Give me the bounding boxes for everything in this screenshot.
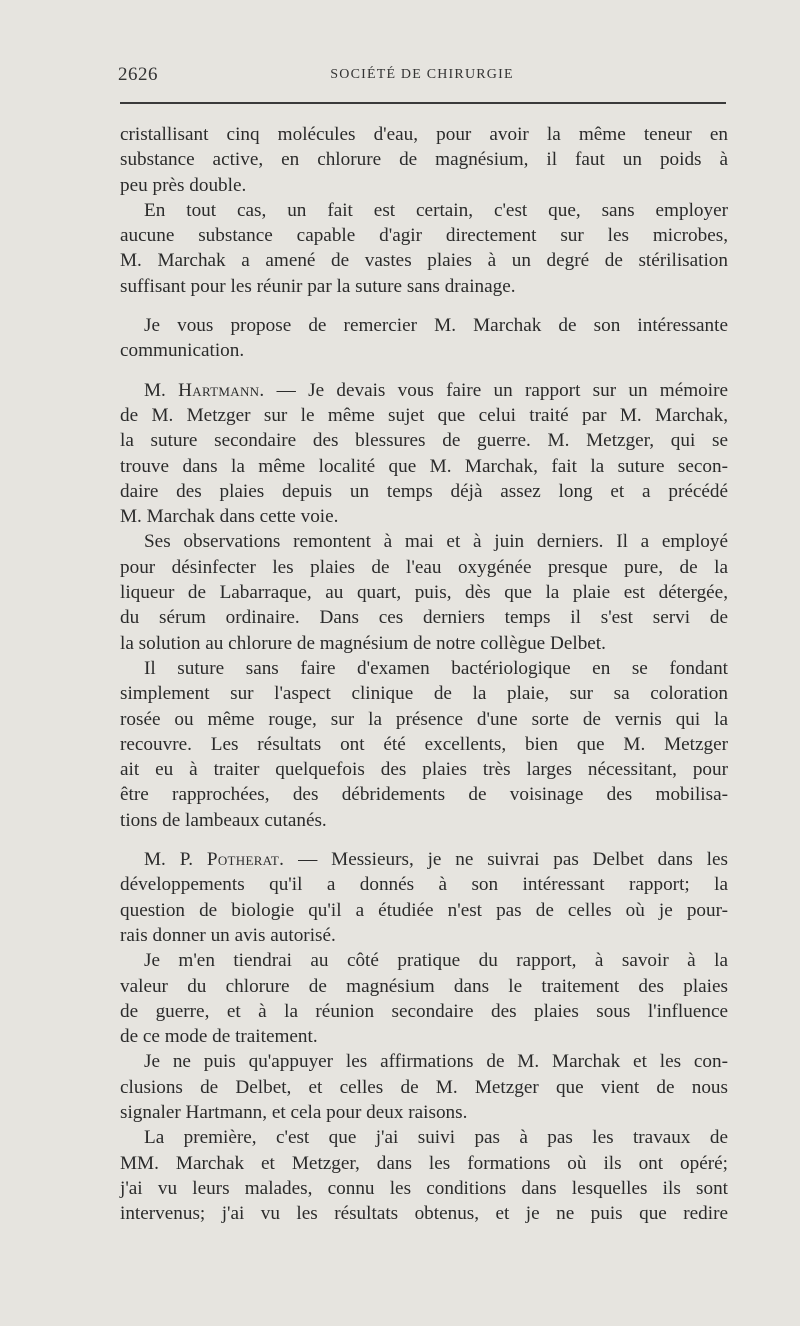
text-line: Il suture sans faire d'examen bactériologique en se fondant — [144, 657, 728, 679]
text-line: de guerre, et à la réunion secondaire des plaies sous l'influence — [120, 1000, 728, 1022]
text-line: développements qu'il a donnés à son intéressant rapport; la — [120, 874, 728, 896]
text-line: Je m'en tiendrai au côté pratique du rapport, à savoir à la — [144, 950, 728, 972]
text-line: En tout cas, un fait est certain, c'est que, sans employer — [144, 199, 728, 221]
text-line: simplement sur l'aspect clinique de la plaie, sur sa coloration — [120, 683, 728, 705]
paragraph — [120, 198, 728, 299]
page-number: 2626 — [118, 64, 158, 85]
text-line: signaler Hartmann, et cela pour deux raisons. — [120, 1101, 468, 1123]
speaker-prefix: M. — [144, 379, 179, 401]
text-line: M. Marchak a amené de vastes plaies à un degré de stérilisation — [120, 250, 728, 272]
text-line: rosée ou même rouge, sur la présence d'une sorte de vernis qui la — [120, 708, 728, 730]
paragraph — [120, 122, 728, 198]
paragraph-potherat — [120, 847, 728, 948]
speaker-prefix: M. P. — [144, 849, 207, 871]
text-line: suffisant pour les réunir par la suture sans drainage. — [120, 275, 516, 297]
text-line: de M. Metzger sur le même sujet que celui traité par M. Marchak, — [120, 404, 728, 426]
paragraph — [120, 1049, 728, 1125]
text-line: être rapprochées, des débridements de voisinage des mobilisa- — [120, 784, 728, 806]
text-line: peu près double. — [120, 174, 247, 196]
page-header — [118, 64, 726, 90]
text-line: intervenus; j'ai vu les résultats obtenus, et je ne puis que redire — [120, 1203, 728, 1225]
text-line: cristallisant cinq molécules d'eau, pour avoir la même teneur en — [120, 124, 728, 145]
text-line: du sérum ordinaire. Dans ces derniers temps il s'est servi de — [120, 607, 728, 629]
text-line: question de biologie qu'il a étudiée n'est pas de celles où je pour- — [120, 899, 728, 921]
text-line: Je vous propose de remercier M. Marchak de son intéressante — [144, 315, 728, 337]
text-line: M. Marchak dans cette voie. — [120, 506, 339, 528]
text-line: MM. Marchak et Metzger, dans les formations où ils ont opéré; — [120, 1152, 728, 1174]
text-line: clusions de Delbet, et celles de M. Metzger que vient de nous — [120, 1076, 728, 1098]
speaker-text: — Messieurs, je ne suivrai pas Delbet dans les — [284, 849, 728, 871]
text-line: Je ne puis qu'appuyer les affirmations de M. Marchak et les con- — [144, 1051, 728, 1073]
header-rule — [120, 102, 726, 104]
paragraph — [120, 948, 728, 1049]
paragraph — [120, 656, 728, 833]
text-line: rais donner un avis autorisé. — [120, 924, 336, 946]
speaker-text: — Je devais vous faire un rapport sur un mémoire — [264, 379, 729, 401]
text-line: ait eu à traiter quelquefois des plaies très larges nécessitant, pour — [120, 759, 728, 781]
text-line: La première, c'est que j'ai suivi pas à pas les travaux de — [144, 1127, 728, 1149]
text-line: pour désinfecter les plaies de l'eau oxygénée presque pure, de la — [120, 556, 728, 578]
text-line: valeur du chlorure de magnésium dans le traitement des plaies — [120, 975, 728, 997]
text-line: daire des plaies depuis un temps déjà assez long et a précédé — [120, 480, 728, 502]
text-line: tions de lambeaux cutanés. — [120, 809, 327, 831]
text-line: la suture secondaire des blessures de guerre. M. Metzger, qui se — [120, 430, 728, 452]
text-line: recouvre. Les résultats ont été excellents, bien que M. Metzger — [120, 733, 728, 755]
paragraph — [120, 313, 728, 364]
speaker-name: Hartmann. — [178, 379, 265, 401]
text-line — [120, 378, 728, 403]
paragraph — [120, 1125, 728, 1226]
running-title: SOCIÉTÉ DE CHIRURGIE — [330, 67, 514, 82]
text-line: de ce mode de traitement. — [120, 1026, 318, 1048]
text-line: trouve dans la même localité que M. Marchak, fait la suture secon- — [120, 455, 728, 477]
paragraph — [120, 529, 728, 655]
text-line — [120, 847, 728, 872]
speaker-name: Potherat. — [206, 849, 285, 871]
text-line: liqueur de Labarraque, au quart, puis, dès que la plaie est détergée, — [120, 582, 728, 604]
body-text — [120, 122, 728, 1226]
text-line: aucune substance capable d'agir directement sur les microbes, — [120, 225, 728, 247]
text-line: communication. — [120, 340, 245, 362]
text-line: j'ai vu leurs malades, connu les conditions dans lesquelles ils sont — [120, 1177, 728, 1199]
text-line: Ses observations remontent à mai et à juin derniers. Il a employé — [144, 531, 728, 553]
text-line: la solution au chlorure de magnésium de notre collègue Delbet. — [120, 632, 606, 654]
paragraph-hartmann — [120, 378, 728, 530]
text-line: substance active, en chlorure de magnésium, il faut un poids à — [120, 149, 728, 171]
